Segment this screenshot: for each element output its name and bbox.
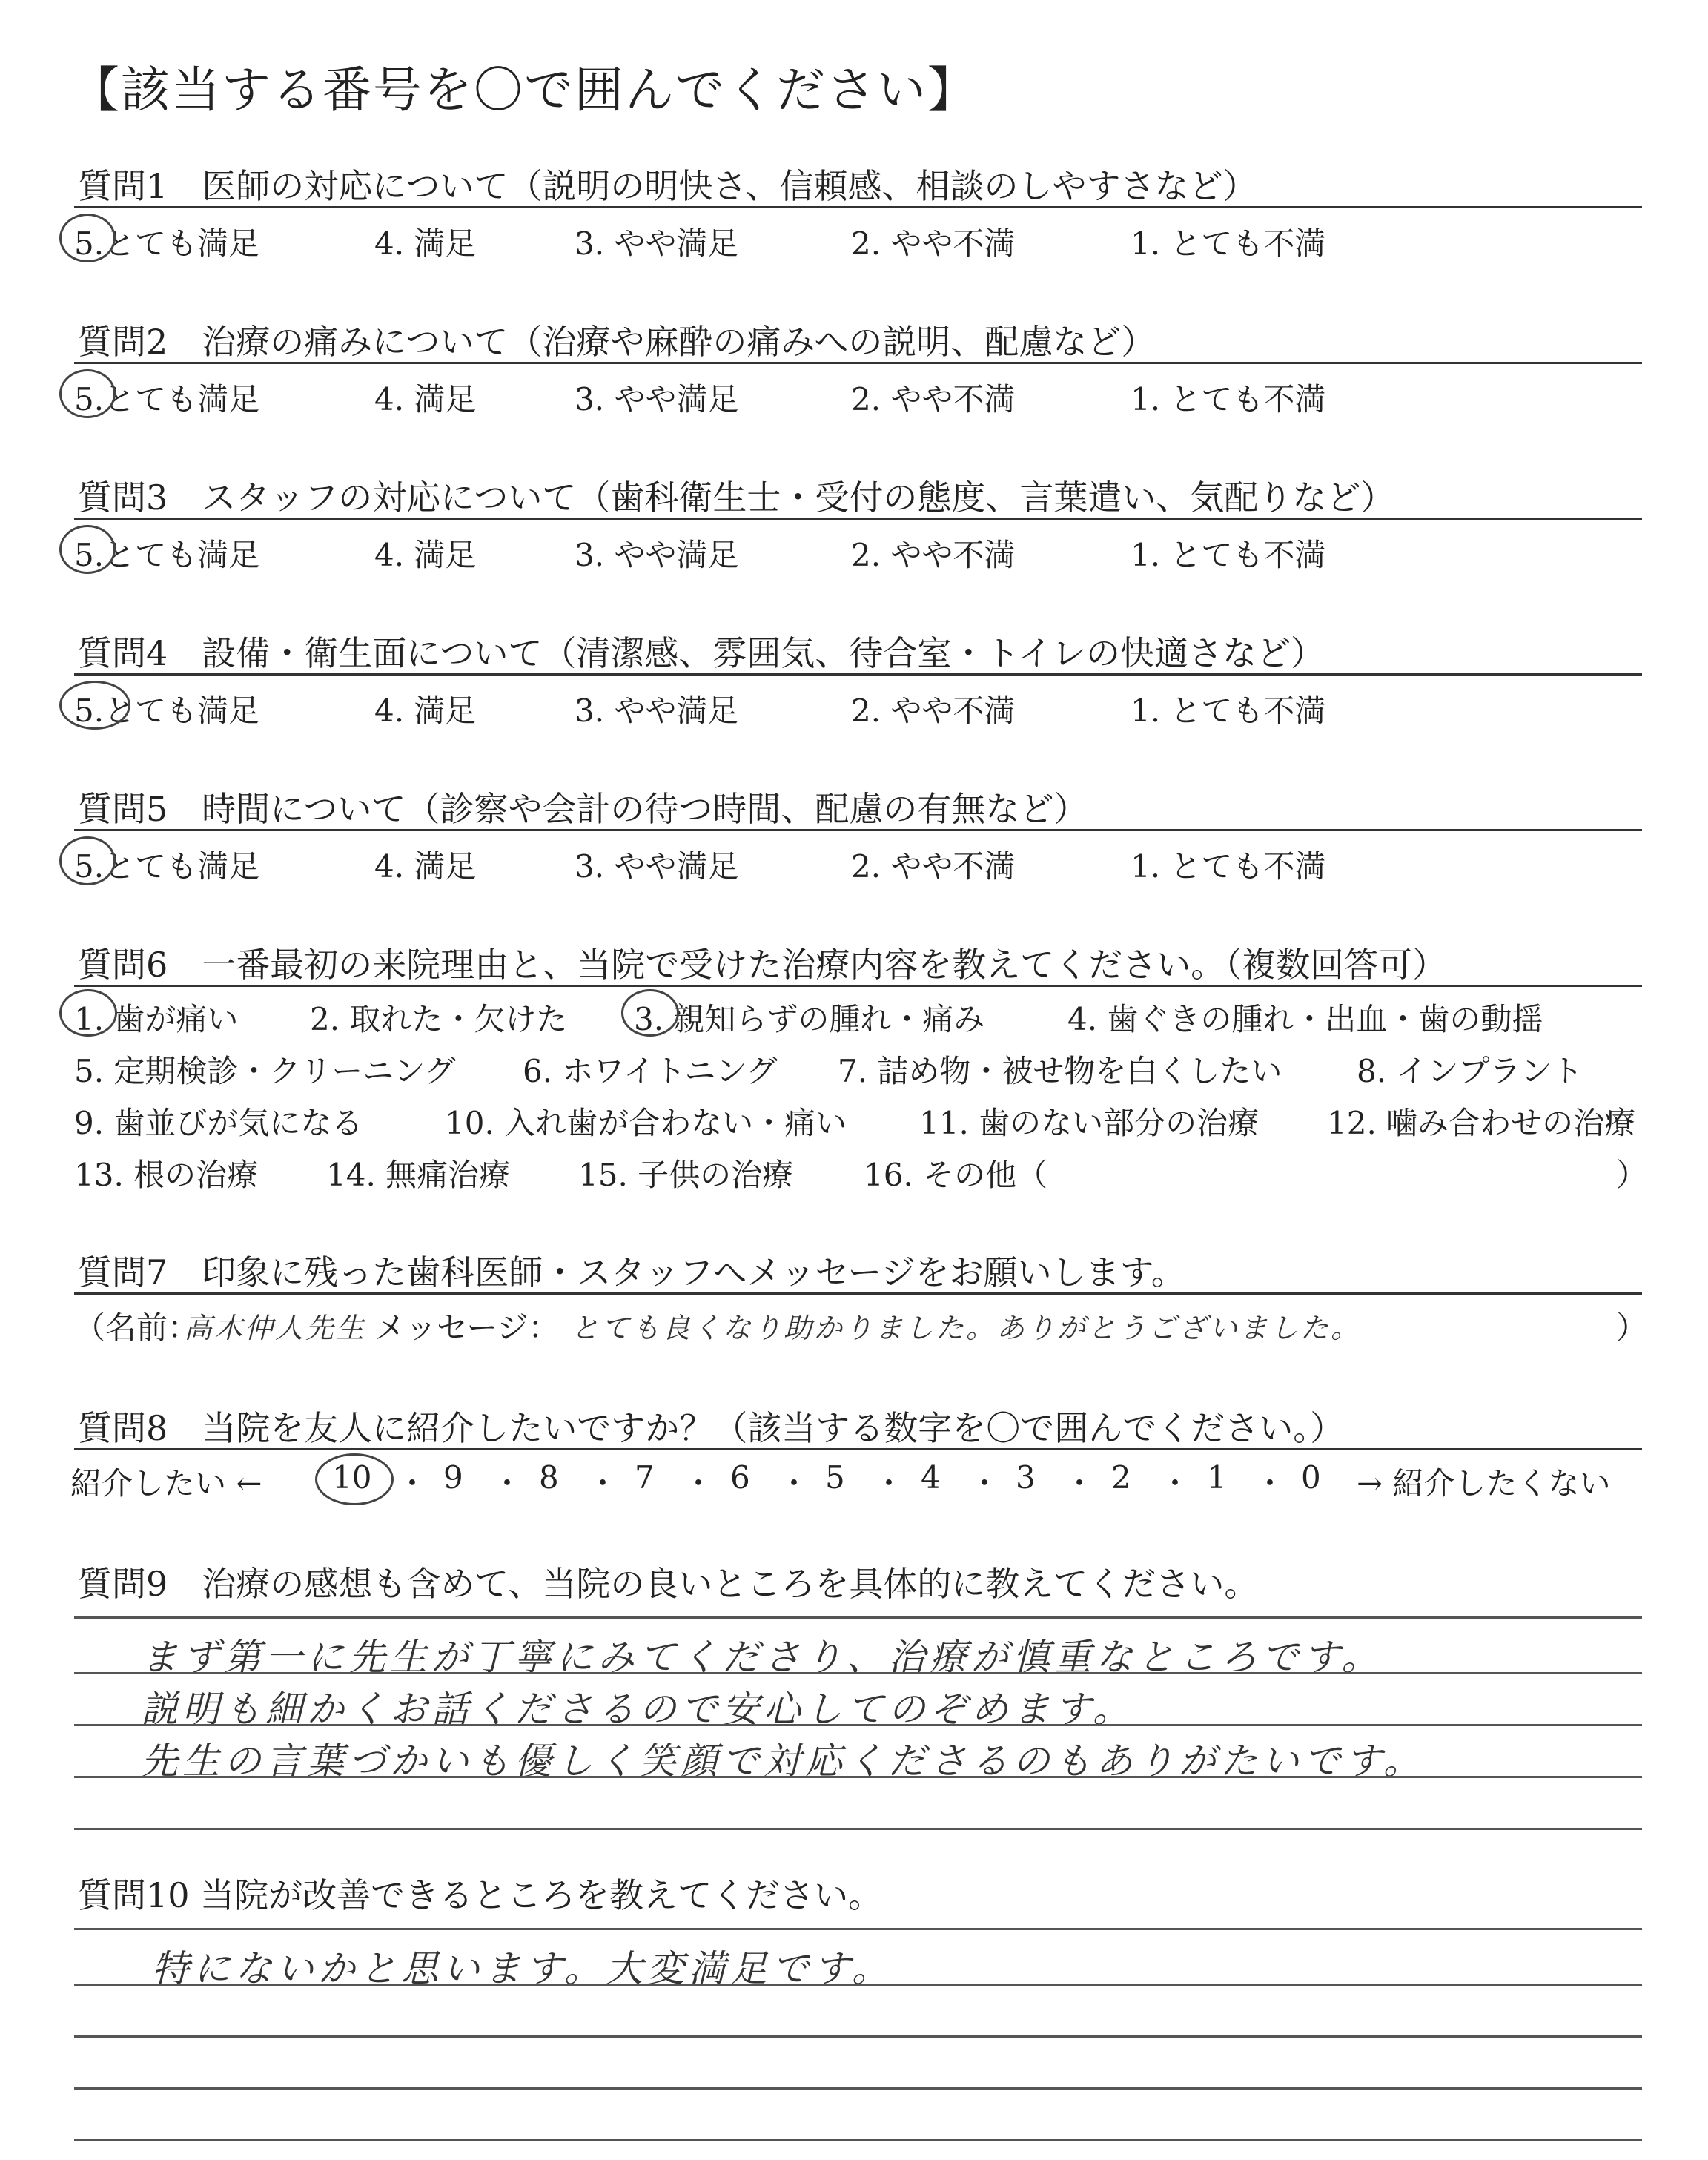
scale-value-1[interactable]: 1 <box>1207 1459 1227 1496</box>
option-4[interactable]: 4. 満足 <box>374 537 477 573</box>
selection-circle <box>59 214 116 262</box>
selection-circle <box>59 525 116 574</box>
option-5[interactable]: 5.とても満足 <box>74 381 260 417</box>
message-prefix: メッセージ： <box>374 1309 560 1346</box>
scale-separator: ・ <box>1254 1465 1286 1502</box>
question-label: 質問1 医師の対応について（説明の明快さ、信頼感、相談のしやすさなど） <box>78 166 1257 206</box>
selection-circle <box>621 989 679 1037</box>
reason-option[interactable]: 13. 根の治療 <box>74 1157 259 1193</box>
reason-option[interactable]: 1. 歯が痛い <box>74 1001 239 1037</box>
question-label: 質問6 一番最初の来院理由と、当院で受けた治療内容を教えてください。（複数回答可） <box>78 945 1447 985</box>
question-label: 質問10 当院が改善できるところを教えてください。 <box>78 1875 883 1915</box>
scale-separator: ・ <box>778 1465 810 1502</box>
reason-option[interactable]: 6. ホワイトニング <box>523 1053 778 1089</box>
close-paren: ） <box>1616 1157 1648 1193</box>
option-3[interactable]: 3. やや満足 <box>575 225 739 262</box>
handwritten-answer-line: まず第一に先生が丁寧にみてくださり、治療が慎重なところです。 <box>141 1636 1383 1679</box>
question-label: 質問8 当院を友人に紹介したいですか？（該当する数字を〇で囲んでください。） <box>78 1408 1345 1448</box>
writing-line <box>74 2035 1642 2038</box>
scale-separator: ・ <box>491 1465 523 1502</box>
option-2[interactable]: 2. やや不満 <box>851 848 1016 885</box>
selection-circle <box>59 369 116 418</box>
scale-value-8[interactable]: 8 <box>539 1459 559 1496</box>
option-5[interactable]: 5.とても満足 <box>74 225 260 262</box>
scale-separator: ・ <box>1064 1465 1096 1502</box>
divider <box>74 673 1642 676</box>
recommend-left-label: 紹介したい ← <box>70 1465 262 1502</box>
option-4[interactable]: 4. 満足 <box>374 848 477 885</box>
option-3[interactable]: 3. やや満足 <box>575 693 739 729</box>
writing-line <box>74 2139 1642 2141</box>
option-2[interactable]: 2. やや不満 <box>851 381 1016 417</box>
scale-separator: ・ <box>683 1465 715 1502</box>
option-3[interactable]: 3. やや満足 <box>575 848 739 885</box>
reason-option[interactable]: 2. 取れた・欠けた <box>310 1001 568 1037</box>
reason-option[interactable]: 8. インプラント <box>1357 1053 1583 1089</box>
reason-option[interactable]: 3. 親知らずの腫れ・痛み <box>634 1001 985 1037</box>
reason-option[interactable]: 10. 入れ歯が合わない・痛い <box>445 1105 847 1141</box>
reason-option[interactable]: 7. 詰め物・被せ物を白くしたい <box>838 1053 1282 1089</box>
scale-separator: ・ <box>969 1465 1001 1502</box>
scale-value-3[interactable]: 3 <box>1016 1459 1036 1496</box>
recommend-right-label: → 紹介したくない <box>1357 1465 1611 1502</box>
writing-line <box>74 1724 1642 1726</box>
writing-line <box>74 1616 1642 1619</box>
question-label: 質問2 治療の痛みについて（治療や麻酔の痛みへの説明、配慮など） <box>78 322 1156 362</box>
option-1[interactable]: 1. とても不満 <box>1131 225 1326 262</box>
reason-option[interactable]: 14. 無痛治療 <box>326 1157 511 1193</box>
scale-value-6[interactable]: 6 <box>730 1459 750 1496</box>
selection-circle <box>59 836 116 885</box>
scale-value-2[interactable]: 2 <box>1111 1459 1131 1496</box>
scale-value-4[interactable]: 4 <box>921 1459 941 1496</box>
option-1[interactable]: 1. とても不満 <box>1131 848 1326 885</box>
reason-option[interactable]: 12. 噛み合わせの治療 <box>1327 1105 1636 1141</box>
divider <box>74 362 1642 364</box>
name-prefix: （名前： <box>74 1309 199 1346</box>
reason-option[interactable]: 11. 歯のない部分の治療 <box>919 1105 1260 1141</box>
question-label: 質問3 スタッフの対応について（歯科衛生士・受付の態度、言葉遣い、気配りなど） <box>78 478 1395 518</box>
divider <box>74 518 1642 520</box>
handwritten-name: 高木仲人先生 <box>184 1312 367 1344</box>
writing-line <box>74 1984 1642 1986</box>
question-label: 質問7 印象に残った歯科医師・スタッフへメッセージをお願いします。 <box>78 1252 1185 1292</box>
writing-line <box>74 1928 1642 1930</box>
option-2[interactable]: 2. やや不満 <box>851 225 1016 262</box>
divider <box>74 1292 1642 1295</box>
handwritten-message: とても良くなり助かりました。ありがとうございました。 <box>571 1312 1362 1344</box>
option-1[interactable]: 1. とても不満 <box>1131 381 1326 417</box>
option-4[interactable]: 4. 満足 <box>374 381 477 417</box>
divider <box>74 206 1642 208</box>
question-label: 質問4 設備・衛生面について（清潔感、雰囲気、待合室・トイレの快適さなど） <box>78 633 1325 673</box>
divider <box>74 985 1642 987</box>
option-3[interactable]: 3. やや満足 <box>575 537 739 573</box>
divider <box>74 1448 1642 1450</box>
option-2[interactable]: 2. やや不満 <box>851 537 1016 573</box>
scale-separator: ・ <box>397 1465 428 1502</box>
scale-value-9[interactable]: 9 <box>443 1459 463 1496</box>
close-paren: ） <box>1616 1309 1648 1346</box>
option-4[interactable]: 4. 満足 <box>374 693 477 729</box>
handwritten-answer-line: 説明も細かくお話くださるので安心してのぞめます。 <box>141 1688 1134 1731</box>
option-4[interactable]: 4. 満足 <box>374 225 477 262</box>
scale-value-10[interactable]: 10 <box>332 1459 372 1496</box>
writing-line <box>74 1828 1642 1830</box>
scale-separator: ・ <box>873 1465 905 1502</box>
writing-line <box>74 1776 1642 1778</box>
reason-option[interactable]: 15. 子供の治療 <box>578 1157 794 1193</box>
option-5[interactable]: 5.とても満足 <box>74 537 260 573</box>
writing-line <box>74 2087 1642 2090</box>
option-5[interactable]: 5.とても満足 <box>74 693 260 729</box>
scale-value-5[interactable]: 5 <box>825 1459 845 1496</box>
option-5[interactable]: 5.とても満足 <box>74 848 260 885</box>
handwritten-answer-line: 特にないかと思います。大変満足です。 <box>152 1947 893 1990</box>
selection-circle <box>315 1453 394 1505</box>
option-1[interactable]: 1. とても不満 <box>1131 693 1326 729</box>
selection-circle <box>59 989 117 1037</box>
scale-value-0[interactable]: 0 <box>1301 1459 1321 1496</box>
scale-separator: ・ <box>587 1465 619 1502</box>
reason-option[interactable]: 9. 歯並びが気になる <box>74 1105 363 1141</box>
page-title: 【該当する番号を〇で囲んでください】 <box>70 62 978 119</box>
option-3[interactable]: 3. やや満足 <box>575 381 739 417</box>
handwritten-answer-line: 先生の言葉づかいも優しく笑顔で対応くださるのもありがたいです。 <box>141 1740 1425 1783</box>
question-label: 質問9 治療の感想も含めて、当院の良いところを具体的に教えてください。 <box>78 1564 1259 1604</box>
question-label: 質問5 時間について（診察や会計の待つ時間、配慮の有無など） <box>78 789 1088 829</box>
writing-line <box>74 1672 1642 1674</box>
divider <box>74 829 1642 831</box>
reason-option[interactable]: 16. その他（ <box>864 1157 1048 1193</box>
reason-option[interactable]: 4. 歯ぐきの腫れ・出血・歯の動揺 <box>1068 1001 1543 1037</box>
scale-separator: ・ <box>1159 1465 1191 1502</box>
reason-option[interactable]: 5. 定期検診・クリーニング <box>74 1053 456 1089</box>
option-2[interactable]: 2. やや不満 <box>851 693 1016 729</box>
option-1[interactable]: 1. とても不満 <box>1131 537 1326 573</box>
selection-circle <box>59 681 130 730</box>
scale-value-7[interactable]: 7 <box>635 1459 655 1496</box>
